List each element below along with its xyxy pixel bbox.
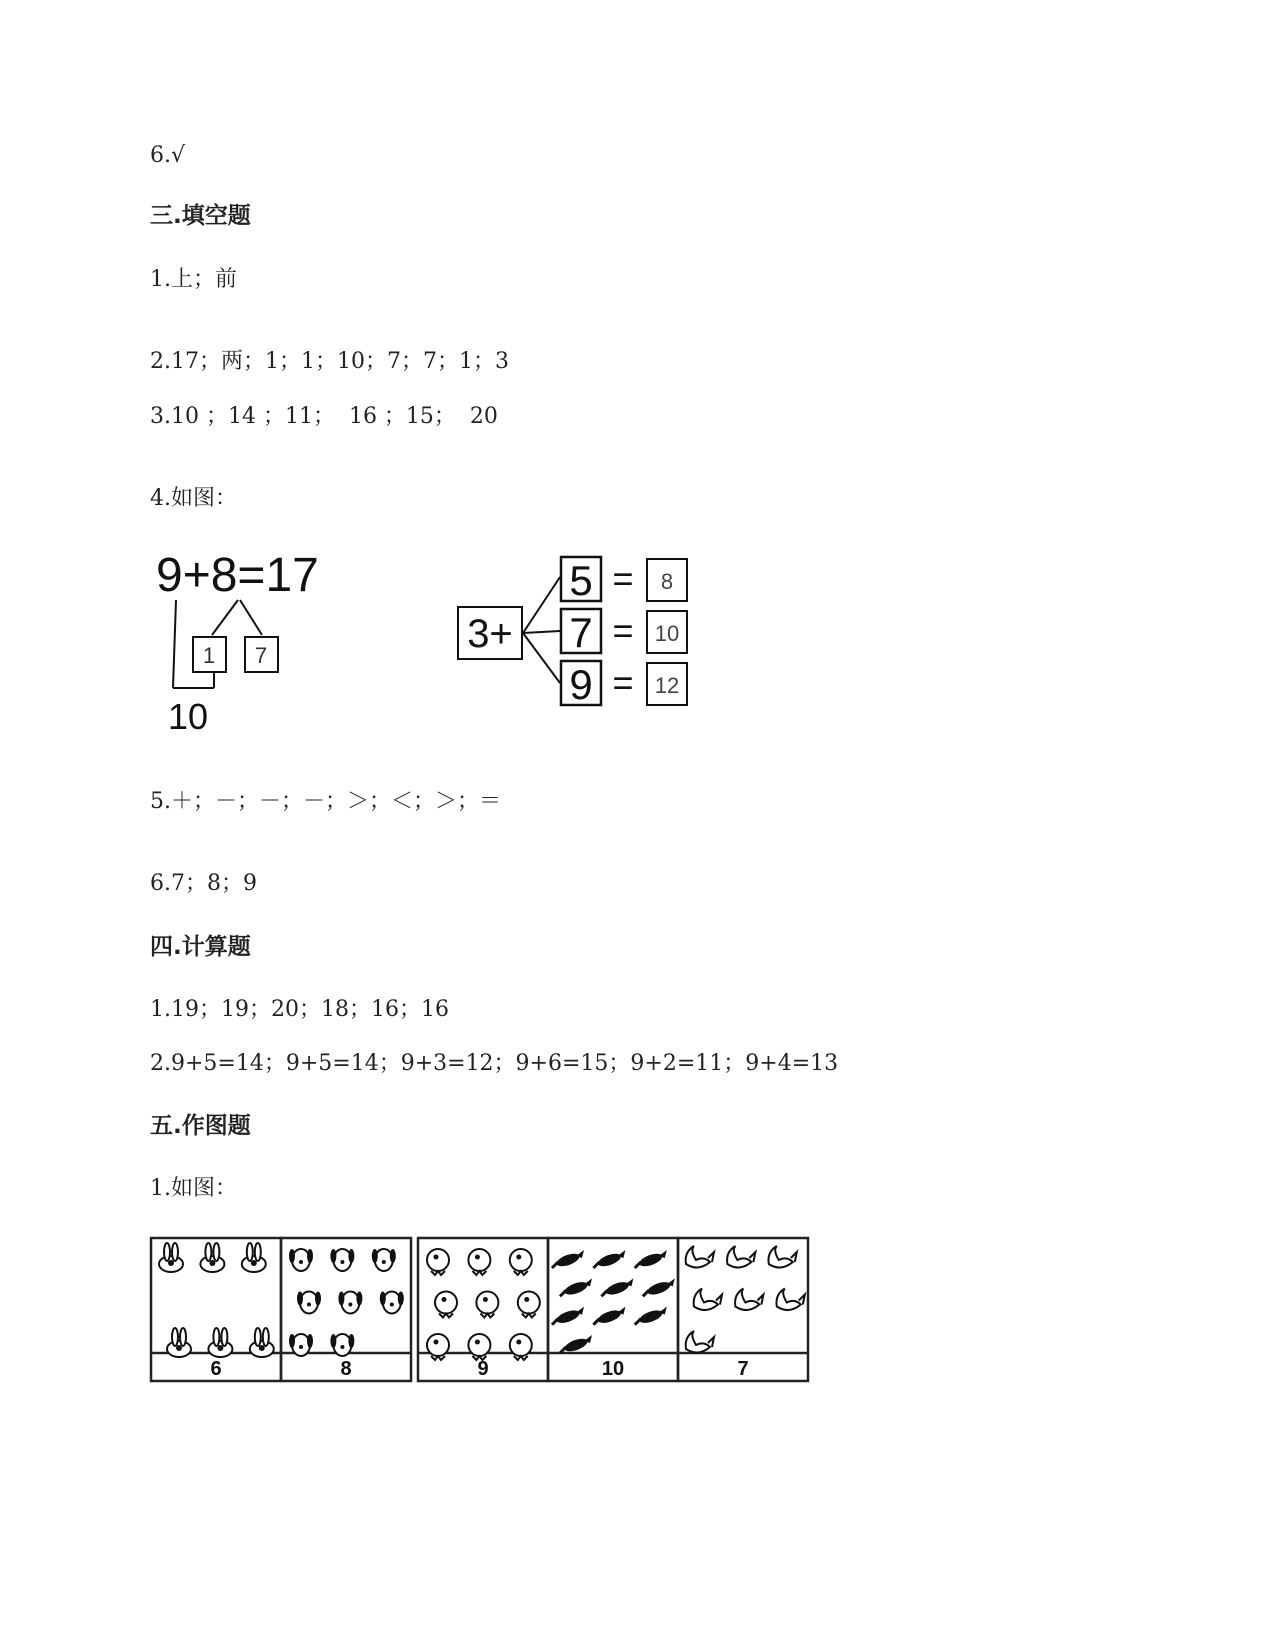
fan-row <box>561 661 687 708</box>
puppy-icon <box>338 1292 362 1314</box>
section-heading-calculation: 四.计算题 <box>150 934 251 960</box>
section-heading-fill-in: 三.填空题 <box>150 203 251 229</box>
duck-icon <box>735 1289 763 1311</box>
fill-answer-5: 5.＋；－；－；－；＞；＜；＞；＝ <box>150 789 501 814</box>
duck-icon <box>768 1246 796 1268</box>
fill-answer-3: 3.10 ；14 ；11； 16 ；15； 20 <box>150 404 498 429</box>
bird-icon <box>552 1307 584 1326</box>
fan-equals: = <box>612 558 634 599</box>
chick-icon <box>476 1292 498 1318</box>
count-label: 10 <box>601 1358 625 1380</box>
rabbit-icon <box>200 1243 224 1272</box>
count-label: 8 <box>340 1358 352 1380</box>
fan-right-value: 12 <box>654 673 680 698</box>
bird-icon <box>593 1250 625 1269</box>
animal-count-table <box>148 1236 818 1386</box>
start-label: 3+ <box>467 612 513 656</box>
fan-equals: = <box>612 662 634 703</box>
box-one-value: 1 <box>202 643 216 668</box>
rabbit-icon <box>242 1243 266 1272</box>
rabbit-icon <box>167 1328 191 1357</box>
bird-icon <box>635 1307 667 1326</box>
puppy-icon <box>289 1249 313 1271</box>
section-heading-drawing: 五.作图题 <box>150 1113 251 1139</box>
calc-answer-2: 2.9+5=14；9+5=14；9+3=12；9+6=15；9+2=11；9+4=13 <box>150 1051 839 1076</box>
count-label: 7 <box>737 1358 749 1380</box>
drawing-answer-1: 1.如图： <box>150 1176 237 1201</box>
table-cell-bird <box>548 1238 678 1381</box>
chick-icon <box>468 1334 490 1360</box>
answer-6-check: 6.√ <box>150 143 186 168</box>
fill-answer-6: 6.7；8；9 <box>150 871 257 896</box>
equation-text: 9+8=17 <box>156 549 319 602</box>
fan-right-value: 8 <box>660 569 674 594</box>
puppy-icon <box>380 1292 404 1314</box>
rabbit-icon <box>208 1328 232 1357</box>
count-label: 6 <box>210 1358 222 1380</box>
fan-row <box>561 609 687 656</box>
fan-equals: = <box>612 610 634 651</box>
chick-icon <box>435 1292 457 1318</box>
puppy-icon <box>330 1249 354 1271</box>
bird-icon <box>643 1278 675 1297</box>
fan-row <box>561 557 687 604</box>
bird-icon <box>552 1250 584 1269</box>
fill-answer-4: 4.如图： <box>150 486 237 511</box>
chick-icon <box>427 1334 449 1360</box>
duck-icon <box>776 1289 804 1311</box>
duck-icon <box>686 1331 714 1353</box>
fill-answer-1: 1.上；前 <box>150 267 237 292</box>
bird-icon <box>635 1250 667 1269</box>
box-seven-value: 7 <box>254 643 268 668</box>
bird-icon <box>560 1335 592 1354</box>
rabbit-icon <box>250 1328 274 1357</box>
bird-icon <box>560 1278 592 1297</box>
puppy-icon <box>372 1249 396 1271</box>
fan-left-value: 7 <box>569 609 593 656</box>
fan-left-value: 5 <box>569 557 593 604</box>
bird-icon <box>601 1278 633 1297</box>
table-cell-rabbit <box>151 1238 281 1381</box>
table-cell-puppy <box>281 1238 411 1381</box>
duck-icon <box>686 1246 714 1268</box>
fan-left-value: 9 <box>569 661 593 708</box>
chick-icon <box>427 1249 449 1275</box>
puppy-icon <box>297 1292 321 1314</box>
table-cell-duck <box>678 1238 808 1381</box>
rabbit-icon <box>159 1243 183 1272</box>
count-label: 9 <box>477 1358 489 1380</box>
sum-ten: 10 <box>168 696 209 737</box>
duck-icon <box>727 1246 755 1268</box>
chick-icon <box>518 1292 540 1318</box>
chick-icon <box>510 1249 532 1275</box>
chick-icon <box>510 1334 532 1360</box>
table-cell-chick <box>418 1238 548 1381</box>
duck-icon <box>694 1289 722 1311</box>
fill-answer-2: 2.17；两；1；1；10；7；7；1；3 <box>150 349 509 374</box>
bird-icon <box>593 1307 625 1326</box>
fan-right-value: 10 <box>654 621 680 646</box>
figure-add-three <box>455 552 705 712</box>
figure-make-ten <box>150 545 370 745</box>
calc-answer-1: 1.19；19；20；18；16；16 <box>150 997 449 1022</box>
chick-icon <box>468 1249 490 1275</box>
